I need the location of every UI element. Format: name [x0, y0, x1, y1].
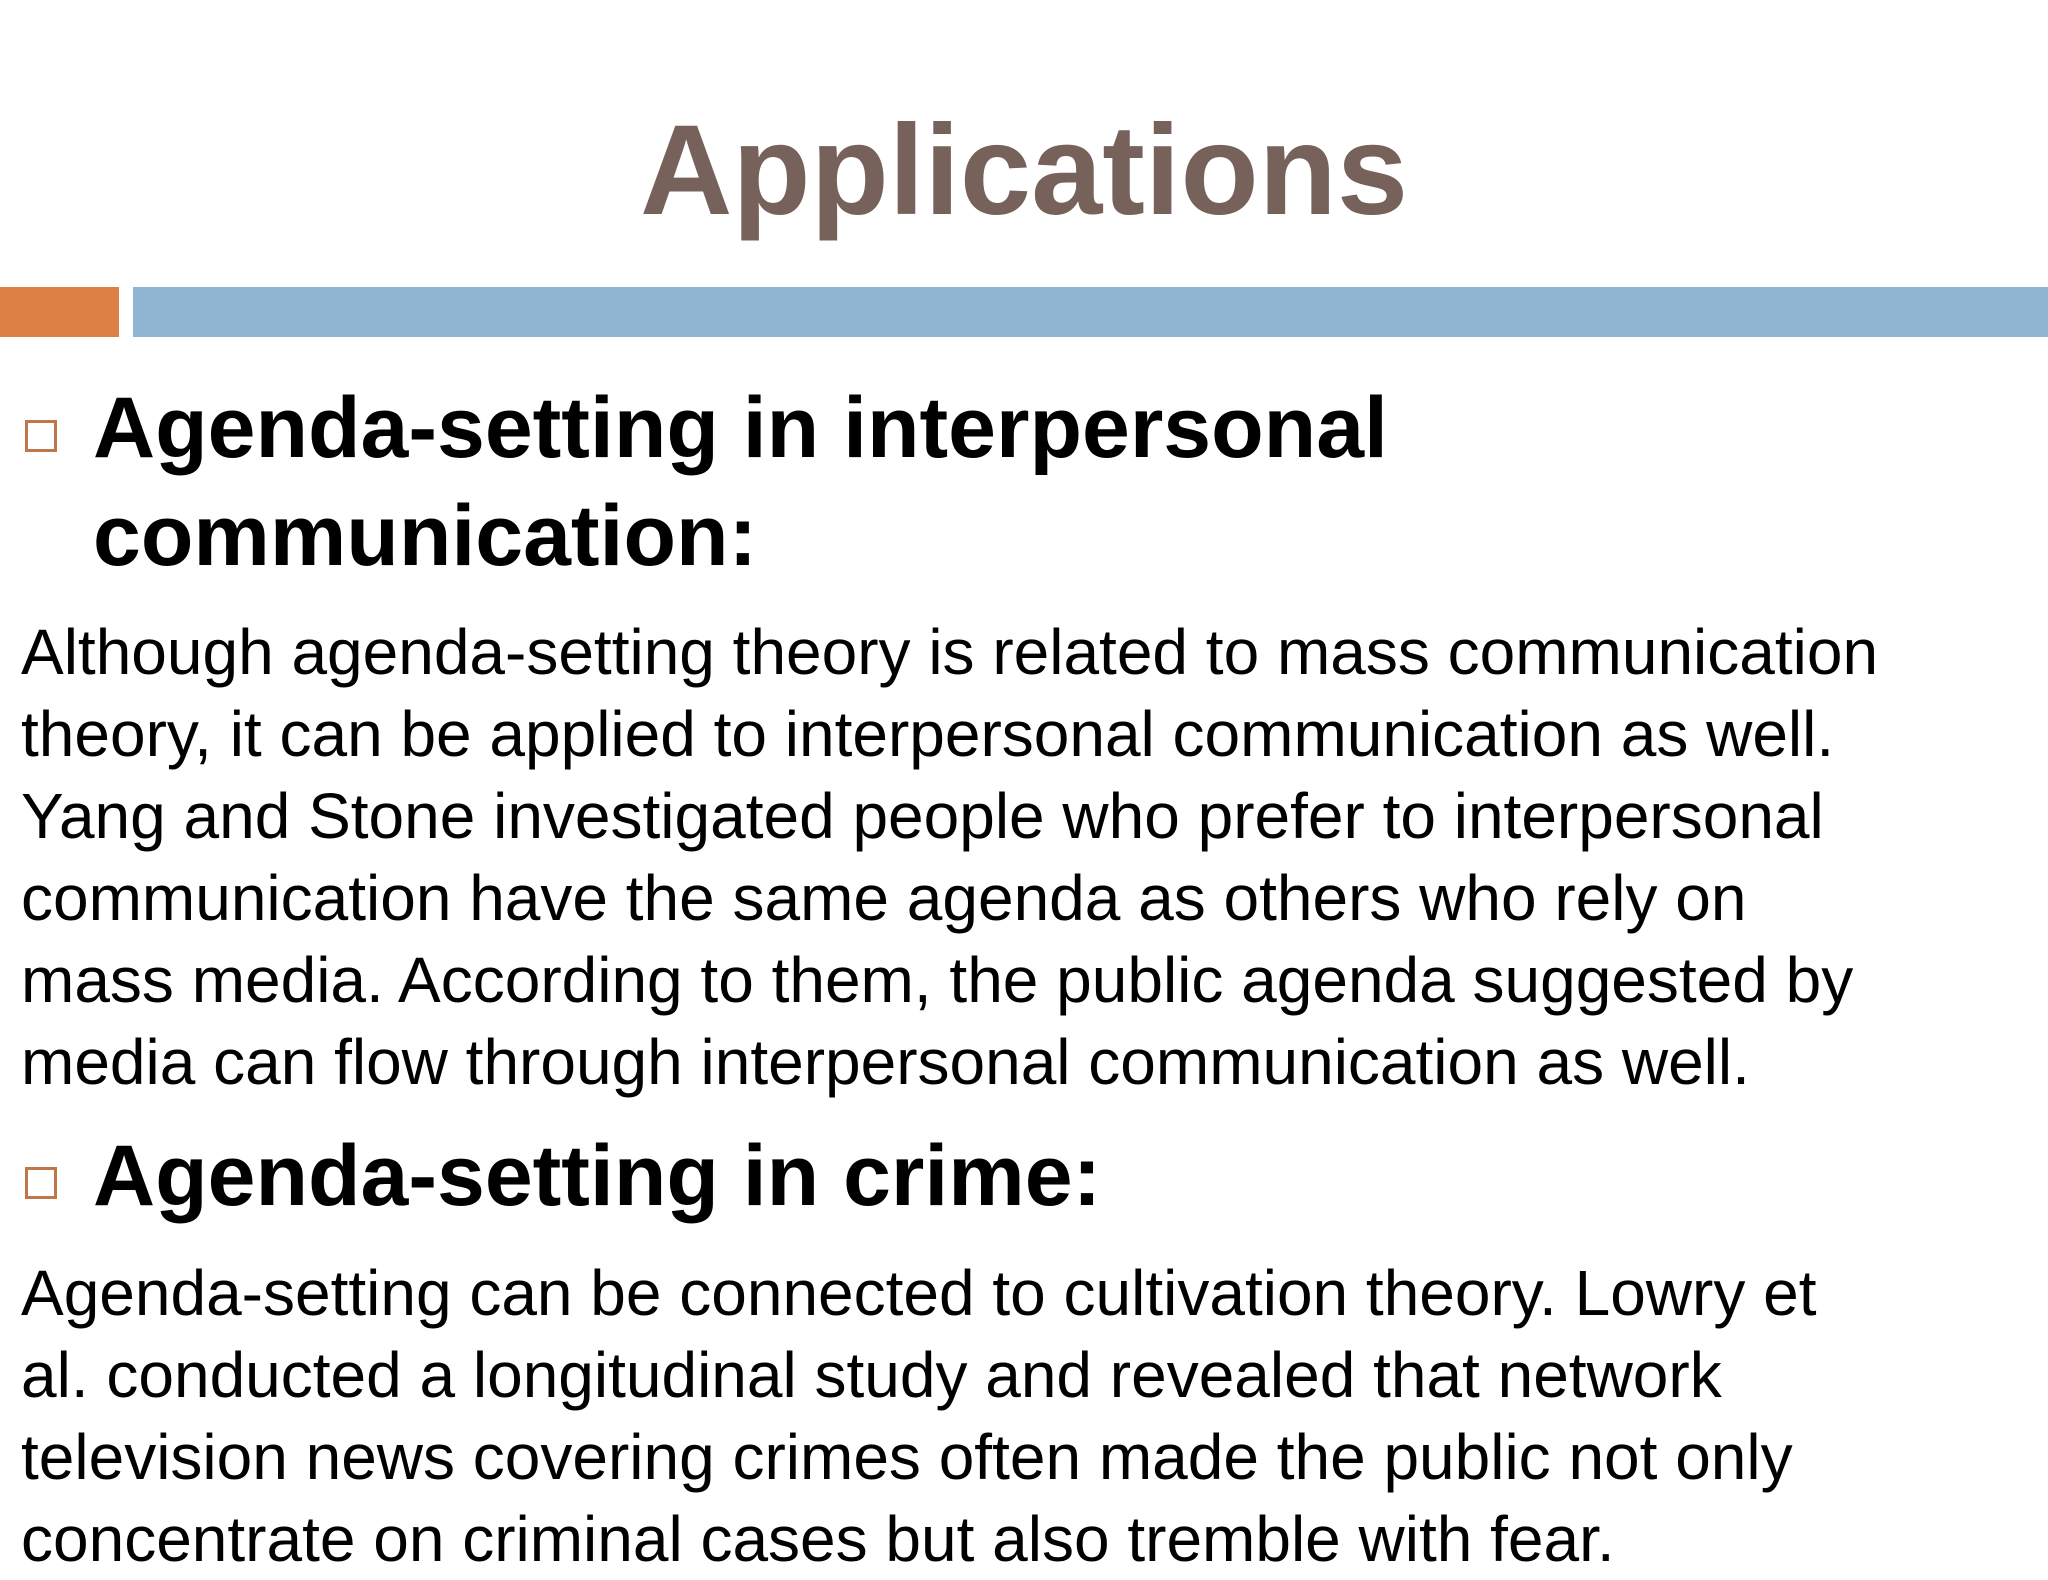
section-heading-crime — [93, 1122, 1993, 1230]
accent-bar-blue — [133, 287, 2048, 337]
section-heading-line: Agenda-setting in interpersonal — [93, 380, 1388, 476]
slide-title: Applications — [639, 99, 1409, 242]
section-heading-interpersonal — [93, 374, 1993, 590]
body-line: Yang and Stone investigated people who prefer to interpersonal — [21, 780, 1824, 852]
body-line: theory, it can be applied to interpersonal communication as well. — [21, 698, 1835, 770]
body-line: concentrate on criminal cases but also tremble with fear. — [21, 1503, 1615, 1575]
body-line: Agenda-setting can be connected to cultivation theory. Lowry et — [21, 1257, 1817, 1329]
hollow-square-bullet-icon — [25, 1167, 57, 1199]
body-line: television news covering crimes often made the public not only — [21, 1421, 1793, 1493]
body-line: mass media. According to them, the public agenda suggested by — [21, 944, 1854, 1016]
body-line: media can flow through interpersonal communication as well. — [21, 1026, 1750, 1098]
body-line: Although agenda-setting theory is related to mass communication — [21, 616, 1879, 688]
section-heading-line: Agenda-setting in crime: — [93, 1128, 1102, 1224]
body-line: communication have the same agenda as others who rely on — [21, 862, 1747, 934]
accent-bar-orange — [0, 287, 119, 337]
section-body-interpersonal — [21, 611, 2041, 1103]
section-heading-line: communication: — [93, 488, 758, 584]
body-line: al. conducted a longitudinal study and revealed that network — [21, 1339, 1722, 1411]
section-body-crime — [21, 1252, 2041, 1580]
hollow-square-bullet-icon — [25, 420, 57, 452]
